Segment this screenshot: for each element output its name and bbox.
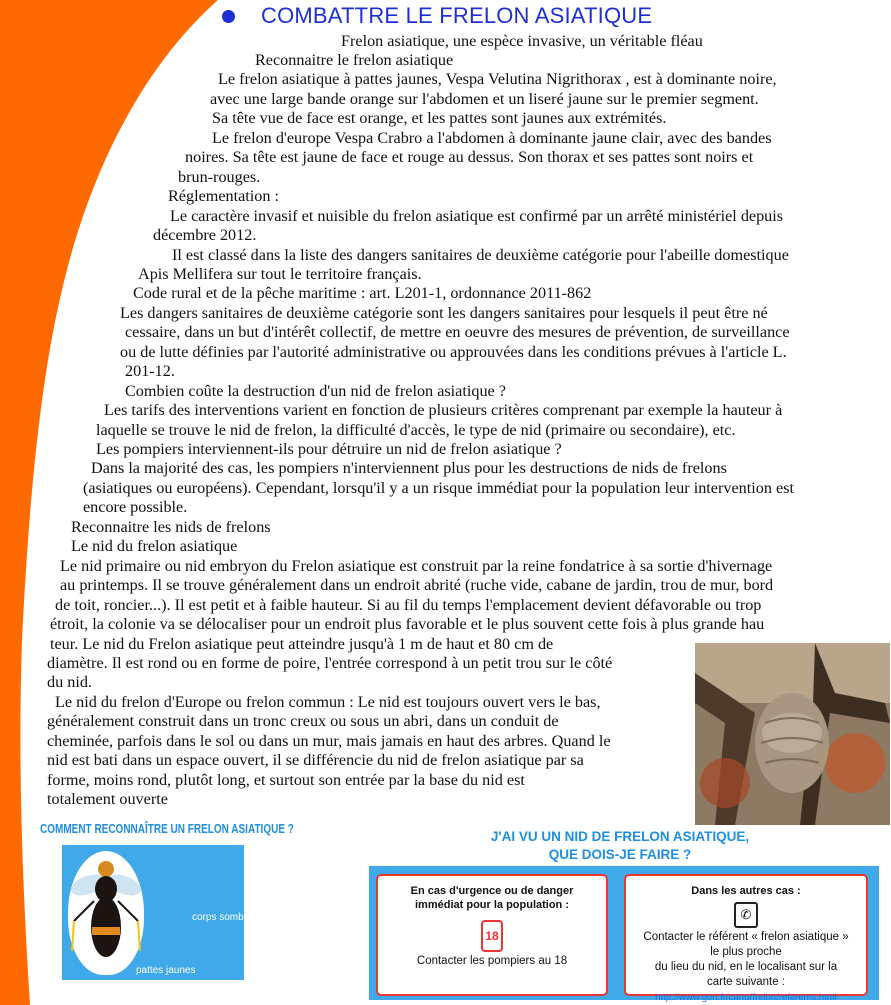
referents-map-link[interactable]: http://www.gon.fr/carto/frelon/referents.html: [655, 992, 837, 1003]
text-line: généralement construit dans un tronc creux ou sous un abri, dans un conduit de: [47, 712, 559, 731]
text-line: forme, moins rond, plutôt long, et surtout son entrée par la base du nid est: [47, 770, 525, 789]
phone-icon: ✆: [734, 902, 758, 928]
infographic-right-title: [440, 828, 800, 864]
text-line: (asiatiques ou européens). Cependant, lorsqu'il y a un risque immédiat pour la population leur intervention est: [83, 478, 794, 497]
text-line: encore possible.: [83, 498, 188, 517]
text-line: avec une large bande orange sur l'abdomen et un liseré jaune sur le premier segment.: [210, 89, 759, 108]
header: [222, 2, 652, 30]
text-line: brun-rouges.: [178, 167, 261, 186]
text-line: Le nid primaire ou nid embryon du Frelon asiatique est construit par la reine fondatrice à sa sortie d'hivernage: [60, 556, 773, 575]
text-line: noires. Sa tête est jaune de face et rouge au dessus. Son thorax et ses pattes sont noirs et: [185, 148, 754, 167]
text-line: Réglementation :: [168, 187, 280, 206]
hornet-nest-photo: [695, 643, 890, 825]
other-text-2: le plus proche: [710, 946, 782, 958]
text-line: étroit, la colonie va se délocaliser pour un endroit plus favorable et le plus souvent cette fois à plus grande hau: [50, 615, 765, 634]
text-line: de toit, roncier...). Il est petit et à faible hauteur. Si au fil du temps l'emplacement devient défavorable ou trop: [55, 595, 762, 614]
label-dark-body: corps sombre: [192, 912, 253, 923]
text-line: du nid.: [47, 673, 92, 692]
text-line: Le nid du frelon asiatique: [71, 537, 238, 556]
urgent-card: [376, 874, 608, 996]
urgent-card-heading-2: immédiat pour la population :: [415, 899, 569, 911]
text-line: Les pompiers interviennent-ils pour détruire un nid de frelon asiatique ?: [96, 440, 562, 458]
text-line: ou de lutte définies par l'autorité administrative ou approuvées dans les conditions prévues à l'article L.: [120, 342, 787, 361]
text-line: totalement ouverte: [47, 790, 168, 809]
text-line: Apis Mellifera sur tout le territoire français.: [138, 264, 422, 283]
text-line: Le frelon d'europe Vespa Crabro a l'abdomen à dominante jaune clair, avec des bandes: [212, 128, 772, 147]
text-line: teur. Le nid du Frelon asiatique peut atteindre jusqu'à 1 m de haut et 80 cm de: [50, 634, 554, 653]
text-line: Reconnaitre le frelon asiatique: [255, 51, 454, 69]
bullet-icon: [222, 10, 235, 23]
text-line: Dans la majorité des cas, les pompiers n'interviennent plus pour les destructions de nids de frelons: [91, 459, 727, 478]
hornet-figure: [68, 851, 144, 975]
text-line: cheminée, parfois dans le sol ou dans un mur, mais jamais en haut des arbres. Quand le: [47, 731, 611, 750]
text-line: Code rural et de la pêche maritime : art. L201-1, ordonnance 2011-862: [133, 284, 592, 303]
text-line: décembre 2012.: [153, 226, 257, 245]
text-line: Reconnaitre les nids de frelons: [71, 517, 271, 536]
text-line: Il est classé dans la liste des dangers sanitaires de deuxième catégorie pour l'abeille domestique: [172, 245, 789, 264]
infographic-left-title: COMMENT RECONNAÎTRE UN FRELON ASIATIQUE ?: [40, 822, 294, 836]
other-cases-heading: Dans les autres cas :: [691, 885, 801, 897]
text-line: laquelle se trouve le nid de frelon, la difficulté d'accès, le type de nid (primaire ou secondaire), etc.: [96, 420, 736, 439]
urgent-card-text: Contacter les pompiers au 18: [416, 955, 568, 967]
text-line: Les dangers sanitaires de deuxième catégorie sont les dangers sanitaires pour lesquels il peut être né: [120, 303, 768, 322]
other-cases-card: [624, 874, 868, 1003]
text-line: nid est bati dans un espace ouvert, il se différencie du nid de frelon asiatique par sa: [47, 751, 584, 770]
urgent-card-heading-1: En cas d'urgence ou de danger: [410, 885, 574, 897]
phone-18-icon: 18: [481, 920, 503, 952]
text-line: Le caractère invasif et nuisible du frelon asiatique est confirmé par un arrêté ministériel depuis: [170, 206, 784, 225]
label-yellow-legs: pattes jaunes: [136, 965, 196, 976]
text-line: au printemps. Il se trouve généralement dans un endroit abrité (ruche vide, cabane de jardin, trou de mur, bord: [60, 576, 774, 595]
text-line: 201-12.: [125, 362, 175, 381]
infographic-right-title-line1: J'AI VU UN NID DE FRELON ASIATIQUE,: [490, 829, 750, 844]
text-line: cessaire, dans un but d'intérêt collectif, de mettre en oeuvre des mesures de prévention, de surveillance: [125, 323, 790, 342]
text-line: Sa tête vue de face est orange, et les pattes sont jaunes aux extrémités.: [212, 109, 667, 128]
infographic-right-title-line2: QUE DOIS-JE FAIRE ?: [548, 847, 692, 862]
text-line: diamètre. Il est rond ou en forme de poire, l'entrée correspond à un petit trou sur le côté: [47, 653, 613, 672]
text-line: Combien coûte la destruction d'un nid de frelon asiatique ?: [125, 381, 506, 400]
text-line: Le frelon asiatique à pattes jaunes, Vespa Velutina Nigrithorax , est à dominante noire,: [218, 70, 777, 89]
text-line: Les tarifs des interventions varient en fonction de plusieurs critères comprenant par exemple la hauteur à: [104, 401, 783, 420]
text-line: Le nid du frelon d'Europe ou frelon commun : Le nid est toujours ouvert vers le bas,: [55, 692, 601, 711]
other-text-3: du lieu du nid, en le localisant sur la: [654, 961, 838, 973]
subtitle: Frelon asiatique, une espèce invasive, un véritable fléau: [341, 32, 703, 50]
page-title: COMBATTRE LE FRELON ASIATIQUE: [261, 3, 653, 28]
other-text-4: carte suivante :: [707, 976, 785, 988]
other-text-1: Contacter le référent « frelon asiatique »: [643, 931, 849, 943]
